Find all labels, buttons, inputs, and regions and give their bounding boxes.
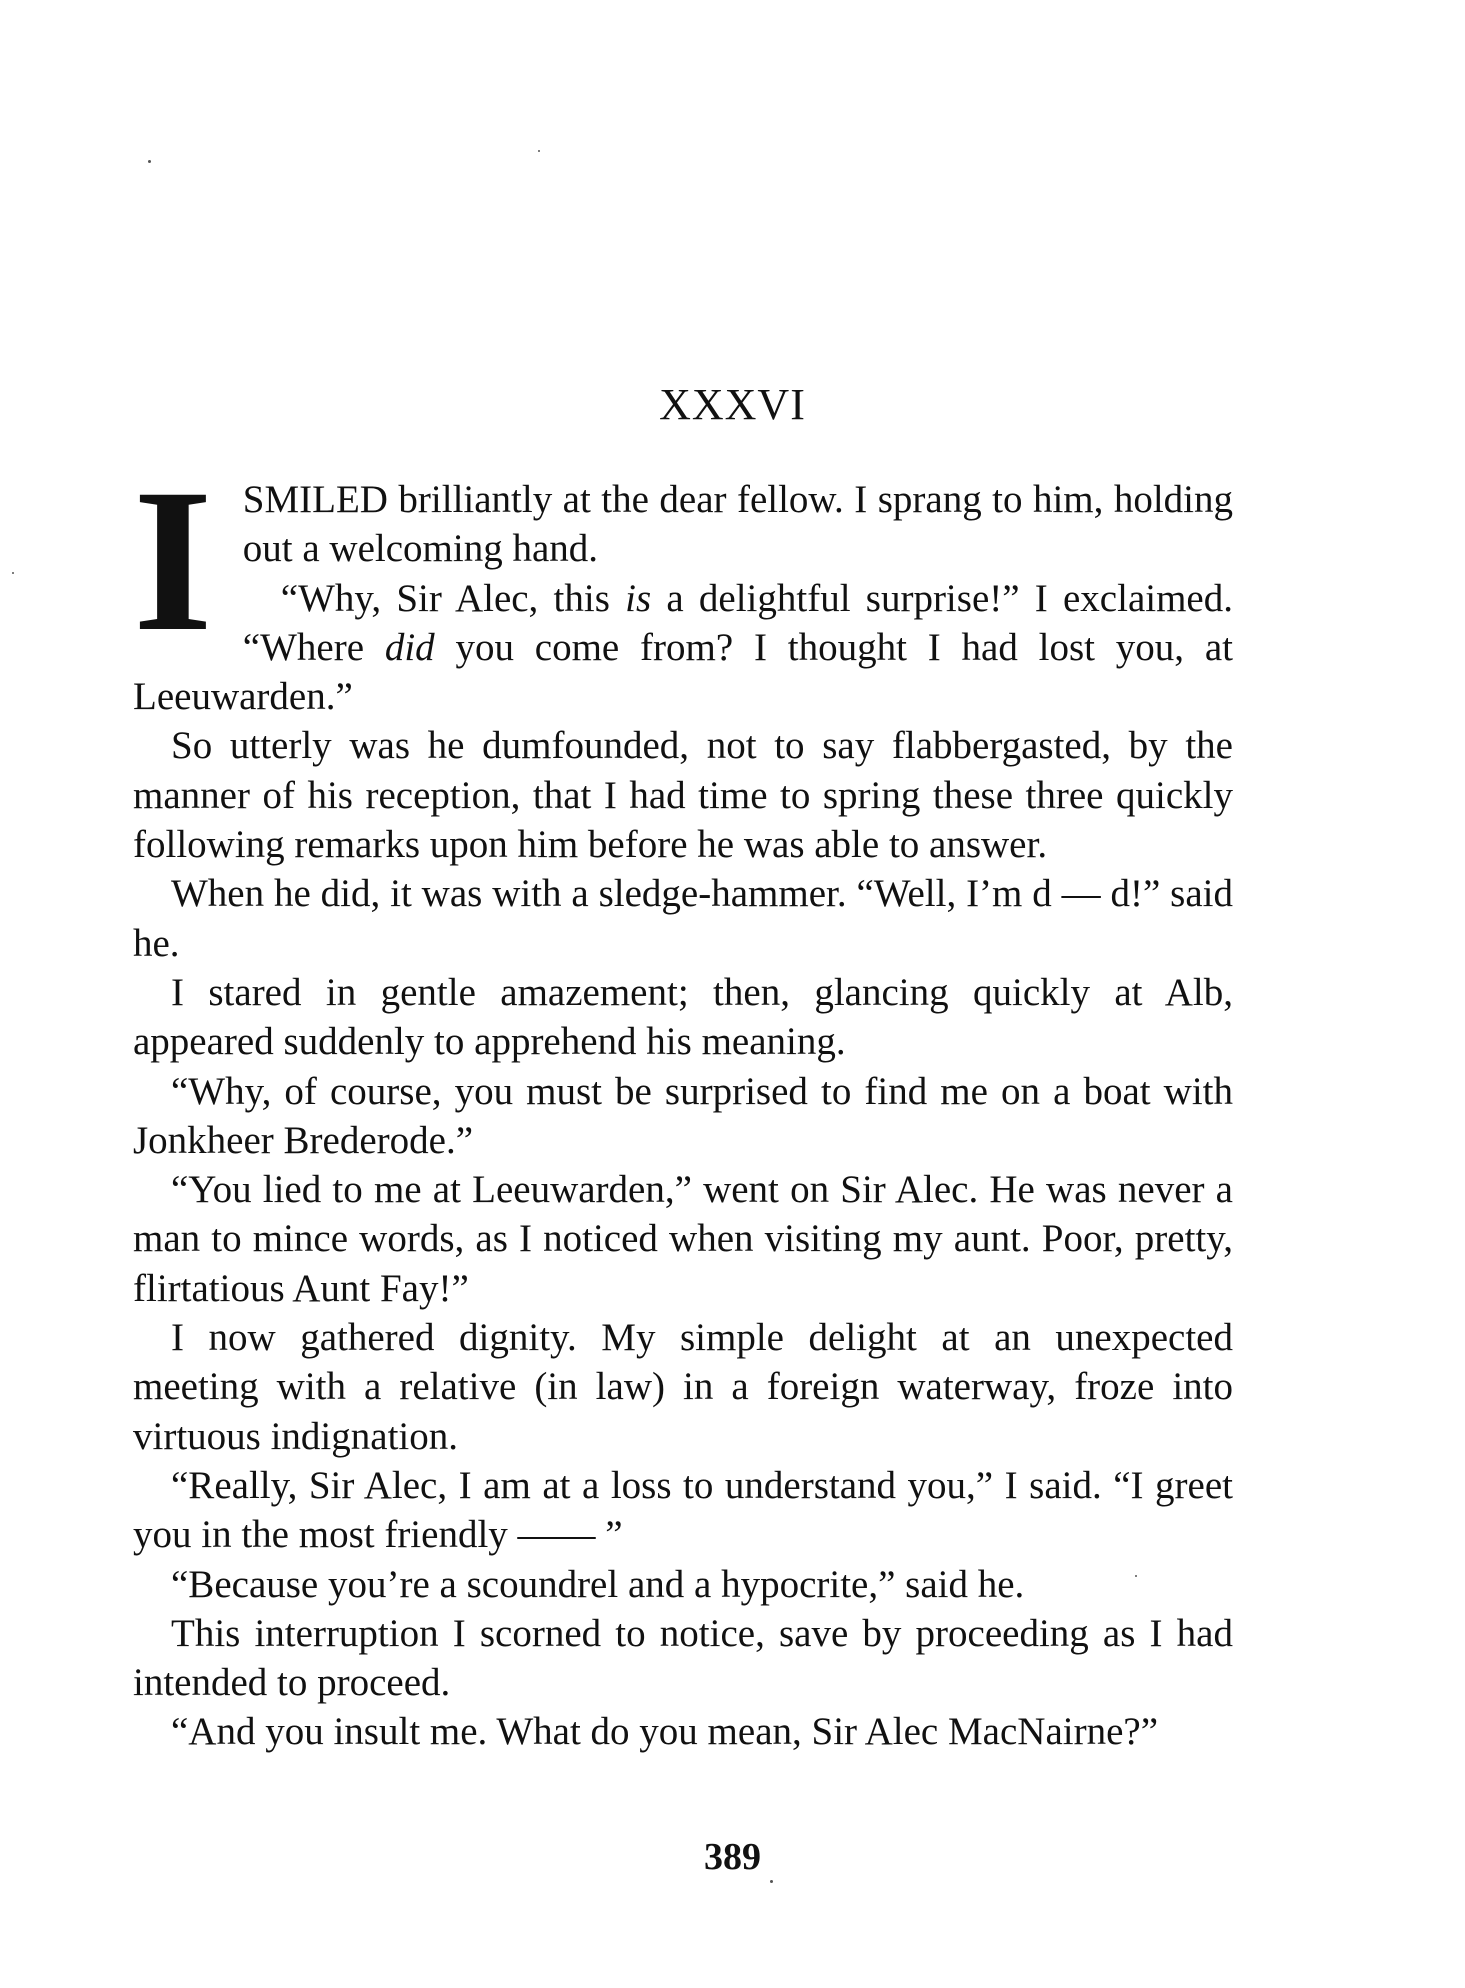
paragraph bbox=[133, 1461, 1233, 1560]
scan-speck bbox=[770, 1880, 773, 1883]
paragraph-text: So utterly was he dumfounded, not to say flabbergasted, by the manner of his reception, that I had time to spring these three quickly following remarks upon him before he was able to answer. bbox=[133, 724, 1233, 867]
paragraph bbox=[133, 1609, 1233, 1708]
paragraph bbox=[133, 1560, 1233, 1609]
opening-text: brilliantly at the dear fellow. I sprang to him, holding out a welcoming hand. bbox=[242, 478, 1233, 571]
chapter-heading: XXXVI bbox=[659, 380, 806, 429]
paragraph bbox=[133, 869, 1233, 968]
emphasis-text: is bbox=[625, 576, 652, 620]
paragraph-text: a delightful surprise!” I exclaimed. “Where bbox=[242, 576, 1233, 669]
paragraph bbox=[133, 1313, 1233, 1461]
paragraph bbox=[133, 1707, 1233, 1756]
paragraph-text: you come from? I thought I had lost you, at Leeuwarden.” bbox=[133, 625, 1234, 719]
emphasis-text: did bbox=[384, 625, 435, 669]
paragraph bbox=[133, 968, 1233, 1067]
paragraph bbox=[133, 1165, 1233, 1313]
scan-speck bbox=[538, 150, 540, 152]
paragraph-text: “Really, Sir Alec, I am at a loss to understand you,” I said. “I greet you in the most friendly —— ” bbox=[133, 1463, 1233, 1557]
paragraph bbox=[133, 721, 1233, 869]
paragraph-text: This interruption I scorned to notice, save by proceeding as I had intended to proceed. bbox=[133, 1611, 1233, 1705]
scan-speck bbox=[148, 160, 151, 163]
paragraph-text: “And you insult me. What do you mean, Sir Alec MacNairne?” bbox=[171, 1710, 1159, 1754]
paragraph-text: I now gathered dignity. My simple delight at an unexpected meeting with a relative (in law) in a foreign waterway, froze into virtuous indignation. bbox=[133, 1316, 1233, 1458]
lead-word: SMILED bbox=[242, 478, 388, 521]
page-number: 389 bbox=[704, 1836, 761, 1878]
paragraph-text: “Why, of course, you must be surprised to find me on a boat with Jonkheer Brederode.” bbox=[133, 1069, 1233, 1162]
body-text bbox=[133, 447, 1234, 1757]
drop-cap: I bbox=[133, 447, 213, 674]
paragraph bbox=[133, 574, 1233, 722]
paragraph-text: “Why, Sir Alec, this bbox=[280, 576, 626, 620]
scan-speck bbox=[12, 572, 14, 574]
paragraph-text: “You lied to me at Leeuwarden,” went on Sir Alec. He was never a man to mince words, as I noticed when visiting my aunt. Poor, pretty, flirtatious Aunt Fay!” bbox=[133, 1168, 1233, 1310]
paragraph bbox=[133, 1067, 1233, 1166]
paragraph-text: “Because you’re a scoundrel and a hypocrite,” said he. bbox=[171, 1562, 1025, 1606]
paragraph-text: I stared in gentle amazement; then, glancing quickly at Alb, appeared suddenly to apprehend his meaning. bbox=[133, 970, 1233, 1064]
paragraph-text: When he did, it was with a sledge-hammer. “Well, I’m d — d!” said he. bbox=[133, 872, 1233, 965]
